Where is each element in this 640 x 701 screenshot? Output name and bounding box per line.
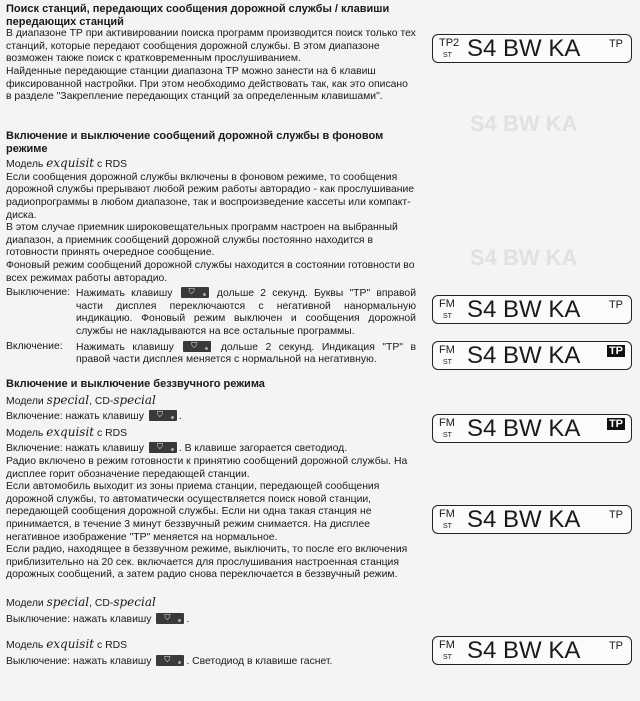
section-title: Включение и выключение беззвучного режима	[6, 378, 265, 390]
brand-special: special	[113, 594, 156, 609]
brand-special: special	[46, 392, 90, 407]
radio-display: FM ST S4 BW KA TP	[432, 636, 632, 665]
on-instruction: Включение: Нажимать клавишу ⛉ дольше 2 секунд. Индикация "ТР" в правой части дисплея меняется с нормальной на негативную.	[6, 340, 417, 366]
paragraph: Если автомобиль выходит из зоны приема станции, передающей сообщения дорожной службы, то автоматически осуществляется поиск новой станции, передающей сообщения дорожной службы. Если ни одна такая станция не принимается, в течение 3 минут беззвучный режим снимается. На дисплее негативное изображение "ТР" меняется на нормальное.	[6, 481, 380, 543]
section-mute-mode	[6, 378, 416, 668]
tp-indicator: TP	[608, 38, 623, 50]
station-name: S4 BW KA	[467, 415, 581, 442]
section-title: Поиск станций, передающих сообщения дорожной службы / клавиши передающих станций	[6, 3, 390, 28]
traffic-key-icon: ⛉	[188, 287, 195, 297]
on-instruction: Включение: нажать клавишу ⛉ .	[6, 410, 182, 423]
ta-key-button[interactable]	[183, 341, 211, 352]
models-line: Модели special, CD-special	[6, 392, 156, 407]
show-through-text: S4 BW KA	[470, 245, 578, 270]
off-instruction: Выключение: нажать клавишу ⛉ . Светодиод в клавише гаснет.	[6, 654, 333, 667]
traffic-key-icon: ⛉	[156, 442, 163, 452]
tp-indicator: TP	[608, 299, 623, 311]
paragraph: Найденные передающие станции диапазона ТР можно занести на 6 клавиш фиксированной настройки. При этом необходимо действовать так, как это описано в разделе "Закрепление передающих станций за определенным клавишами".	[6, 65, 408, 103]
show-through-text: S4 BW KA	[470, 111, 578, 136]
model-line: Модель exquisit с RDS	[6, 156, 128, 171]
traffic-key-icon: ⛉	[164, 654, 171, 664]
tp-indicator: TP	[608, 640, 623, 652]
traffic-key-icon: ⛉	[164, 612, 171, 622]
section-station-search	[6, 3, 416, 104]
ta-key-button[interactable]	[156, 655, 184, 666]
section-title: Включение и выключение сообщений дорожной службы в фоновом режиме	[6, 130, 384, 155]
radio-display: FM ST S4 BW KA TP	[432, 505, 632, 534]
radio-display: FM ST S4 BW KA TP	[432, 295, 632, 324]
model-line: Модель exquisit с RDS	[6, 637, 128, 652]
station-name: S4 BW KA	[467, 637, 581, 664]
off-instruction: Выключение: Нажимать клавишу ⛉ дольше 2 секунд. Буквы "ТР" вправой части дисплея переключаются с негативной нанормальную индикацию. Фоновый режим выключен и сообщения дорожной службы не накладываются на все остальные программы.	[6, 287, 417, 337]
paragraph: В диапазоне ТР при активировании поиска программ производится поиск только тех станций, которые передают сообщения дорожной службы. В этом диапазоне возможен также поиск с кратковременным прослушиванием.	[6, 28, 416, 65]
radio-display: FM ST S4 BW KA TP	[432, 341, 632, 370]
off-instruction: Выключение: нажать клавишу ⛉ .	[6, 612, 190, 625]
brand-exquisit: exquisit	[46, 637, 95, 652]
brand-exquisit: exquisit	[46, 156, 95, 171]
models-line: Модели special, CD-special	[6, 594, 156, 609]
tp-indicator: TP	[608, 509, 623, 521]
section-background-mode	[6, 130, 416, 367]
radio-display: FM ST S4 BW KA TP	[432, 414, 632, 443]
paragraph: Радио включено в режим готовности к принятию сообщений дорожной службы. На дисплее горит обозначение передающей станции.	[6, 455, 408, 480]
ta-key-button[interactable]	[149, 410, 177, 421]
brand-exquisit: exquisit	[46, 424, 95, 439]
tp-indicator-negative: TP	[608, 418, 623, 430]
traffic-key-icon: ⛉	[191, 340, 198, 350]
station-name: S4 BW KA	[467, 506, 581, 533]
model-line: Модель exquisit с RDS	[6, 424, 128, 439]
on-instruction: Включение: нажать клавишу ⛉ . В клавише загорается светодиод.	[6, 442, 348, 455]
tp-indicator-negative: TP	[608, 345, 623, 357]
paragraph: Если радио, находящее в беззвучном режиме, выключить, то после его включения приблизительно на 20 сек. включается для прослушивания настроенная станция дорожных сообщений, а затем радио снова переключается в беззвучный режим.	[6, 544, 408, 581]
brand-special: special	[46, 594, 90, 609]
station-name: S4 BW KA	[467, 296, 581, 323]
traffic-key-icon: ⛉	[156, 410, 163, 420]
paragraph: В этом случае приемник широковещательных программ настроен на выбранный диапазон, а приемник сообщений дорожной службы постоянно находится в готовности принять очередное сообщение.	[6, 222, 398, 259]
station-name: S4 BW KA	[467, 342, 581, 369]
paragraph: Фоновый режим сообщений дорожной службы находится в состоянии готовности во всех режимах работы авторадио.	[6, 259, 415, 284]
station-name: S4 BW KA	[467, 35, 581, 62]
radio-display: TP2 ST S4 BW KA TP	[432, 34, 632, 63]
brand-special: special	[113, 392, 156, 407]
ta-key-button[interactable]	[149, 442, 177, 453]
ta-key-button[interactable]	[181, 287, 209, 298]
paragraph: Если сообщения дорожной службы включены в фоновом режиме, то сообщения дорожной службы прерывают любой режим работы авторадио - как прослушивание радиопрограммы в любом диапазоне, так и воспроизведение кассеты или компакт-диска.	[6, 171, 415, 221]
ta-key-button[interactable]	[156, 613, 184, 624]
